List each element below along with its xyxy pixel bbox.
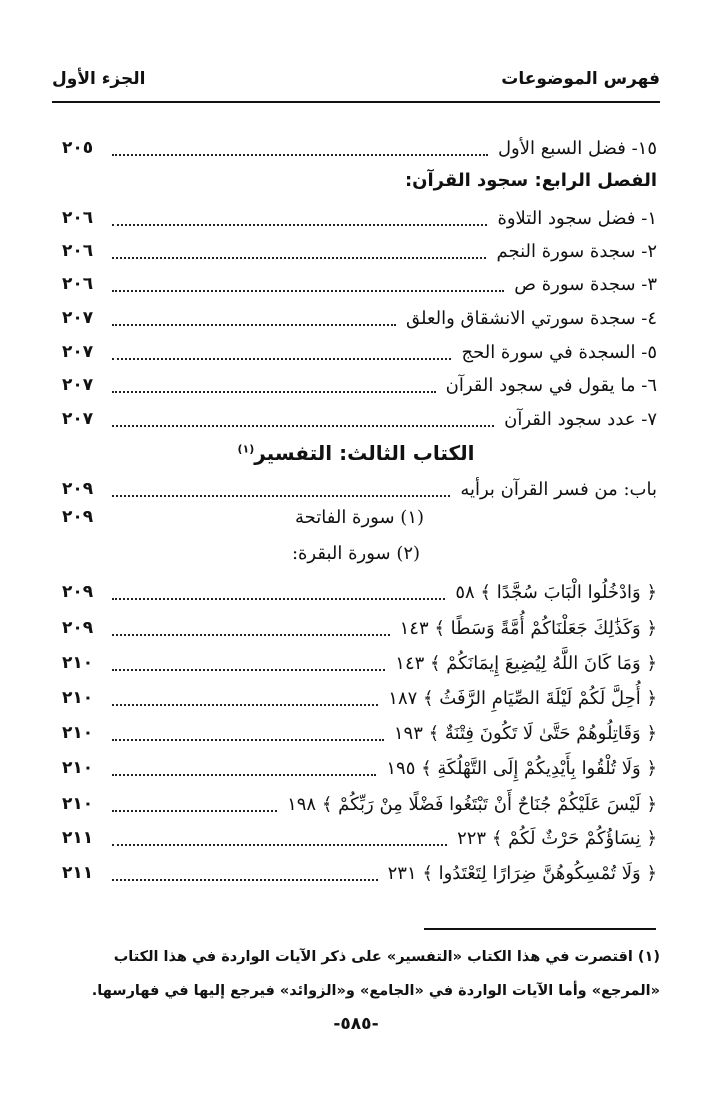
verse-label: ﴿ نِسَاؤُكُمْ حَرْثٌ لَكُمْ ﴾ ٢٢٣ bbox=[457, 827, 657, 849]
entry-page: ٢٠٩ bbox=[62, 507, 94, 527]
surah-heading: (٢) سورة البقرة: bbox=[291, 543, 421, 564]
dot-leader bbox=[112, 878, 378, 881]
entry-page: ٢١٠ bbox=[62, 794, 94, 814]
toc-entry[interactable] bbox=[62, 683, 657, 713]
verse-label: ﴿ وَكَذَٰلِكَ جَعَلْنَاكُمْ أُمَّةً وَسَطًا ﴾ ١٤٣ bbox=[399, 617, 657, 639]
toc-entry[interactable] bbox=[62, 404, 657, 434]
entry-label: ٦- ما يقول في سجود القرآن bbox=[445, 374, 657, 396]
dot-leader bbox=[112, 597, 445, 600]
toc-entry[interactable] bbox=[62, 789, 657, 819]
dot-leader bbox=[112, 223, 487, 226]
entry-page: ٢١١ bbox=[62, 828, 94, 848]
toc-entry[interactable] bbox=[62, 718, 657, 748]
dot-leader bbox=[112, 494, 450, 497]
entry-page: ٢٠٦ bbox=[62, 241, 94, 261]
toc-entry[interactable] bbox=[62, 613, 657, 643]
entry-page: ٢٠٦ bbox=[62, 274, 94, 294]
entry-page: ٢٠٧ bbox=[62, 409, 94, 429]
dot-leader bbox=[112, 809, 277, 812]
volume-label: الجزء الأول bbox=[52, 69, 146, 89]
toc-entry[interactable] bbox=[62, 648, 657, 678]
page-number: -٥٨٥- bbox=[333, 1014, 379, 1034]
entry-page: ٢٠٥ bbox=[62, 138, 94, 158]
toc-entry-surah[interactable] bbox=[62, 507, 657, 537]
entry-page: ٢٠٧ bbox=[62, 375, 94, 395]
verse-label: ﴿ وَادْخُلُوا الْبَابَ سُجَّدًا ﴾ ٥٨ bbox=[455, 581, 657, 603]
verse-label: ﴿ وَلَا تُمْسِكُوهُنَّ ضِرَارًا لِتَعْتَدُوا ﴾ ٢٣١ bbox=[387, 862, 657, 884]
dot-leader bbox=[112, 843, 447, 846]
toc-entry[interactable] bbox=[62, 823, 657, 853]
entry-label: ٣- سجدة سورة ص bbox=[514, 273, 657, 295]
entry-label: ٥- السجدة في سورة الحج bbox=[461, 341, 657, 363]
entry-page: ٢٠٩ bbox=[62, 618, 94, 638]
verse-label: ﴿ لَيْسَ عَلَيْكُمْ جُنَاحٌ أَنْ تَبْتَغُوا فَضْلًا مِنْ رَبِّكُمْ ﴾ ١٩٨ bbox=[287, 793, 657, 815]
entry-page: ٢١١ bbox=[62, 863, 94, 883]
entry-page: ٢٠٩ bbox=[62, 479, 94, 499]
surah-label: (١) سورة الفاتحة bbox=[294, 507, 425, 528]
toc-entry[interactable] bbox=[62, 753, 657, 783]
toc-entry[interactable] bbox=[62, 370, 657, 400]
verse-label: ﴿ وَلَا تُلْقُوا بِأَيْدِيكُمْ إِلَى التَّهْلُكَةِ ﴾ ١٩٥ bbox=[386, 757, 657, 779]
entry-page: ٢١٠ bbox=[62, 688, 94, 708]
book-title-text: الكتاب الثالث: التفسير bbox=[254, 441, 475, 465]
footnote-rule bbox=[424, 928, 656, 930]
verse-label: ﴿ وَمَا كَانَ اللَّهُ لِيُضِيعَ إِيمَانَكُمْ ﴾ ١٤٣ bbox=[395, 652, 657, 674]
entry-label: ٧- عدد سجود القرآن bbox=[504, 408, 657, 430]
verse-label: ﴿ وَقَاتِلُوهُمْ حَتَّىٰ لَا تَكُونَ فِتْنَةٌ ﴾ ١٩٣ bbox=[393, 722, 657, 744]
dot-leader bbox=[112, 668, 385, 671]
dot-leader bbox=[112, 323, 396, 326]
entry-page: ٢٠٩ bbox=[62, 582, 94, 602]
toc-entry[interactable] bbox=[62, 577, 657, 607]
toc-entry[interactable] bbox=[62, 133, 657, 163]
dot-leader bbox=[112, 153, 488, 156]
dot-leader bbox=[112, 357, 451, 360]
entry-page: ٢٠٧ bbox=[62, 308, 94, 328]
entry-label: ٤- سجدة سورتي الانشقاق والعلق bbox=[405, 307, 657, 329]
dot-leader bbox=[112, 256, 486, 259]
dot-leader bbox=[112, 703, 378, 706]
entry-label: ٢- سجدة سورة النجم bbox=[496, 240, 657, 262]
toc-entry[interactable] bbox=[62, 269, 657, 299]
dot-leader bbox=[112, 390, 436, 393]
dot-leader bbox=[112, 289, 504, 292]
toc-entry[interactable] bbox=[62, 303, 657, 333]
verse-label: ﴿ أُحِلَّ لَكُمْ لَيْلَةَ الصِّيَامِ الرَّفَثُ ﴾ ١٨٧ bbox=[388, 687, 657, 709]
entry-label: ١- فضل سجود التلاوة bbox=[497, 207, 657, 229]
toc-entry[interactable] bbox=[62, 236, 657, 266]
toc-entry[interactable] bbox=[62, 203, 657, 233]
entry-page: ٢١٠ bbox=[62, 653, 94, 673]
toc-entry[interactable] bbox=[62, 858, 657, 888]
running-header bbox=[52, 64, 660, 94]
entry-label: ١٥- فضل السبع الأول bbox=[497, 137, 657, 159]
entry-label: باب: من فسر القرآن برأيه bbox=[460, 478, 657, 500]
dot-leader bbox=[112, 773, 376, 776]
entry-page: ٢٠٧ bbox=[62, 342, 94, 362]
footnote-marker[interactable]: (١) bbox=[237, 442, 255, 456]
header-rule bbox=[52, 101, 660, 103]
toc-entry[interactable] bbox=[62, 337, 657, 367]
section-title: فهرس الموضوعات bbox=[501, 69, 660, 89]
chapter-heading: الفصل الرابع: سجود القرآن: bbox=[404, 170, 657, 191]
footnote: (١) اقتصرت في هذا الكتاب «التفسير» على ذكر الآيات الواردة في هذا الكتاب «المرجع» وأما الآيات الواردة في «الجامع» و«الزوائد» فيرجع إليها في فهارسها. bbox=[91, 949, 660, 999]
entry-page: ٢١٠ bbox=[62, 723, 94, 743]
entry-page: ٢٠٦ bbox=[62, 208, 94, 228]
entry-page: ٢١٠ bbox=[62, 758, 94, 778]
toc-entry[interactable] bbox=[62, 474, 657, 504]
dot-leader bbox=[112, 633, 390, 636]
book-title bbox=[56, 441, 656, 475]
dot-leader bbox=[112, 738, 384, 741]
dot-leader bbox=[112, 424, 494, 427]
